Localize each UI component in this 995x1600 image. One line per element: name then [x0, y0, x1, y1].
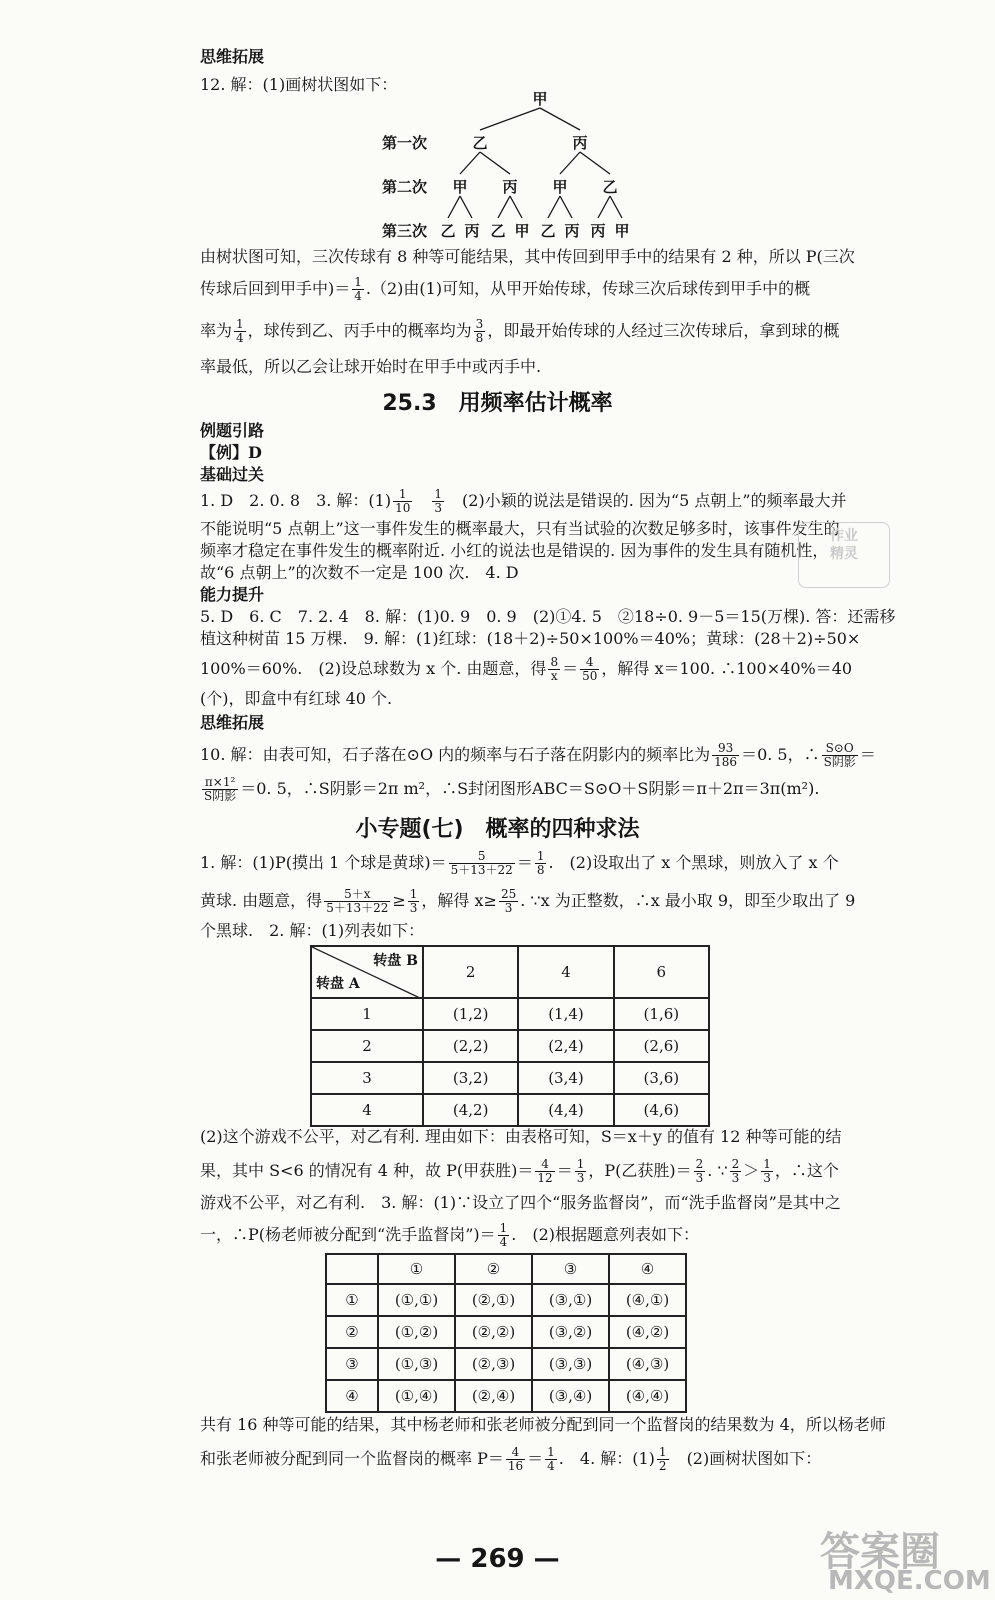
- table-row: ③ (①,③) (②,③) (③,③) (④,③): [326, 1348, 686, 1380]
- fraction: $\frac{S⊙O}{\text{S阴影}}$: [823, 741, 856, 769]
- table-col-header: 6: [614, 946, 709, 998]
- outcome-table-posts: [325, 1253, 687, 1413]
- fraction: $\frac{1}{3}$: [434, 487, 443, 515]
- tree-leaf: 甲: [514, 222, 530, 240]
- fraction: $\frac{1}{4}$: [354, 275, 362, 303]
- text-line: 不能说明“5 点朝上”这一事件发生的概率最大，只有当试验的次数足够多时，该事件发生的: [200, 519, 840, 538]
- tree-node: 丙: [572, 134, 588, 152]
- table-row: ④ (①,④) (②,④) (③,④) (④,④): [326, 1380, 686, 1412]
- tree-root: 甲: [532, 90, 548, 108]
- text-line: 频率才稳定在事件发生的概率附近. 小红的说法也是错误的. 因为事件的发生具有随机性，: [200, 541, 829, 560]
- table-row: 2 (2,2) (2,4) (2,6): [311, 1030, 709, 1062]
- fraction: $\frac{5}{5+13+22}$: [450, 849, 513, 877]
- watermark-stamp: 作业 精灵: [798, 522, 890, 588]
- fraction: $\frac{4}{16}$: [507, 1445, 524, 1473]
- tree-leaf: 乙: [540, 222, 556, 240]
- table-row: 3 (3,2) (3,4) (3,6): [311, 1062, 709, 1094]
- tree-node: 甲: [552, 178, 568, 196]
- section-title: 25.3 用频率估计概率: [382, 391, 613, 416]
- text-line: 1. 解：(1)P(摸出 1 个球是黄球)＝ $\frac{5}{5+13+22}$ ＝ $\frac{1}{8}$ . (2)设取出了 x 个黑球，则放入了 x 个: [200, 849, 839, 877]
- text-line: 黄球. 由题意，得 $\frac{5+x}{5+13+22}$ ≥ $\frac{1}{3}$ ，解得 x≥ $\frac{25}{3}$ . ∵x 为正整数，∴x 最小取 9，即至少取出了 9: [200, 887, 856, 915]
- q12-intro: 12. 解：(1)画树状图如下：: [200, 75, 398, 94]
- section-heading: 思维拓展: [200, 47, 265, 66]
- table-row: 1 (1,2) (1,4) (1,6): [311, 998, 709, 1030]
- text-line: (个)，即盒中有红球 40 个.: [200, 689, 393, 708]
- fraction: $\frac{5+x}{5+13+22}$: [326, 887, 389, 915]
- fraction: $\frac{1}{4}$: [236, 317, 244, 345]
- tree-node: 乙: [602, 178, 618, 196]
- fraction: $\frac{1}{2}$: [658, 1445, 667, 1473]
- fraction: $\frac{2}{3}$: [695, 1157, 704, 1185]
- fraction: $\frac{\text{π×1²}}{\text{S阴影}}$: [204, 775, 237, 803]
- tree-node: 丙: [502, 178, 518, 196]
- page-number: — 269 —: [435, 1544, 560, 1574]
- fraction: $\frac{1}{3}$: [409, 887, 418, 915]
- text-line: 游戏不公平，对乙有利. 3. 解：(1)∵设立了四个“服务监督岗”，而“洗手监督岗”是其中之: [200, 1193, 841, 1212]
- text-line: 故“6 点朝上”的次数不一定是 100 次. 4. D: [200, 563, 519, 582]
- outcome-table-spinners: [310, 945, 710, 1127]
- fraction: $\frac{1}{3}$: [576, 1157, 585, 1185]
- tree-node: 甲: [452, 178, 468, 196]
- fraction: $\frac{1}{3}$: [763, 1157, 771, 1185]
- table-row: 4 (4,2) (4,4) (4,6): [311, 1094, 709, 1126]
- tree-row-label: 第一次: [382, 134, 428, 152]
- tree-leaf: 乙: [490, 222, 506, 240]
- fraction: $\frac{1}{10}$: [395, 487, 411, 515]
- fraction: $\frac{8}{x}$: [550, 655, 559, 683]
- text-line: 果，其中 S<6 的情况有 4 种，故 P(甲获胜)＝ $\frac{4}{12}$ ＝ $\frac{1}{3}$ ，P(乙获胜)＝ $\frac{2}{3}$ . ∵ $\frac{2}{3}$ ＞ $\frac{1}{3}$ ，∴这个: [200, 1157, 839, 1185]
- fraction: $\frac{2}{3}$: [731, 1157, 740, 1185]
- tree-leaf: 丙: [564, 222, 580, 240]
- tree-leaf: 乙: [440, 222, 456, 240]
- text-line: 共有 16 种等可能的结果，其中杨老师和张老师被分配到同一个监督岗的结果数为 4，所以杨老师: [200, 1415, 886, 1434]
- subsection-heading: 能力提升: [200, 585, 265, 604]
- table-col-header: 4: [518, 946, 613, 998]
- fraction: $\frac{3}{8}$: [475, 317, 484, 345]
- watermark-url: MXQE.COM: [828, 1566, 991, 1596]
- tree-leaf: 甲: [614, 222, 630, 240]
- fraction: $\frac{4}{12}$: [537, 1157, 553, 1185]
- text-line: 10. 解：由表可知，石子落在⊙O 内的频率与石子落在阴影内的频率比为 $\frac{93}{186}$ ＝0. 5，∴ $\frac{S⊙O}{\text{S阴影}}$ ＝: [200, 741, 876, 769]
- subsection-heading: 基础过关: [200, 465, 265, 484]
- fraction: $\frac{4}{50}$: [582, 655, 598, 683]
- tree-row-label: 第三次: [382, 222, 428, 240]
- fraction: $\frac{93}{186}$: [714, 741, 738, 769]
- table-col-header: ④: [609, 1254, 686, 1284]
- text-line: 100%＝60%. (2)设总球数为 x 个. 由题意，得 $\frac{8}{x}$ ＝ $\frac{4}{50}$ ，解得 x＝100. ∴100×40%＝40: [200, 655, 853, 683]
- tree-leaf: 丙: [590, 222, 606, 240]
- text-line: 由树状图可知，三次传球有 8 种等可能结果，其中传回到甲手中的结果有 2 种，所以 P(三次: [200, 247, 855, 266]
- text-line: $\frac{\text{π×1²}}{\text{S阴影}}$ ＝0. 5，∴S阴影＝2π m²，∴S封闭图形ABC＝S⊙O＋S阴影＝π＋2π＝3π(m²).: [204, 775, 820, 803]
- text-line: 和张老师被分配到同一个监督岗的概率 P＝ $\frac{4}{16}$ ＝ $\frac{1}{4}$ . 4. 解：(1) $\frac{1}{2}$ (2)画树状图如下：: [200, 1445, 822, 1473]
- table-col-header: 2: [423, 946, 518, 998]
- section-title: 小专题(七) 概率的四种求法: [355, 817, 640, 842]
- text-line: 传球后回到甲手中)＝ $\frac{1}{4}$ .（2)由(1)可知，从甲开始传球，传球三次后球传到甲手中的概: [200, 275, 811, 303]
- tree-row-label: 第二次: [382, 178, 428, 196]
- watermark-logo: 答案圈: [820, 1529, 940, 1575]
- example-answer: 【例】D: [200, 443, 262, 462]
- table-col-header: ②: [455, 1254, 532, 1284]
- table-col-header: ①: [378, 1254, 455, 1284]
- text-line: 率最低，所以乙会让球开始时在甲手中或丙手中.: [200, 357, 542, 376]
- table-row: ① (①,①) (②,①) (③,①) (④,①): [326, 1284, 686, 1316]
- text-line: 个黑球. 2. 解：(1)列表如下：: [200, 921, 425, 940]
- table-row: ② (①,②) (②,②) (③,②) (④,②): [326, 1316, 686, 1348]
- subsection-heading: 例题引路: [200, 421, 265, 440]
- fraction: $\frac{1}{4}$: [547, 1445, 555, 1473]
- table-col-header: ③: [532, 1254, 609, 1284]
- text-line: 1. D 2. 0. 8 3. 解：(1) $\frac{1}{10}$ $\frac{1}{3}$ (2)小颖的说法是错误的. 因为“5 点朝上”的频率最大并: [200, 487, 847, 515]
- subsection-heading: 思维拓展: [200, 713, 265, 732]
- tree-leaf: 丙: [464, 222, 480, 240]
- tree-node: 乙: [472, 134, 488, 152]
- fraction: $\frac{1}{4}$: [499, 1221, 508, 1249]
- text-line: 一，∴P(杨老师被分配到“洗手监督岗”)＝ $\frac{1}{4}$ . (2)根据题意列表如下：: [200, 1221, 700, 1249]
- text-line: 率为 $\frac{1}{4}$ ，球传到乙、丙手中的概率均为 $\frac{3}{8}$ ，即最开始传球的人经过三次传球后，拿到球的概: [200, 317, 840, 345]
- text-line: 5. D 6. C 7. 2. 4 8. 解：(1)0. 9 0. 9 (2)①4. 5 ②18÷0. 9－5＝15(万棵). 答：还需移: [200, 607, 896, 626]
- table-corner: [326, 1254, 378, 1284]
- fraction: $\frac{25}{3}$: [500, 887, 517, 915]
- table-corner: 转盘 B 转盘 A: [311, 946, 423, 998]
- text-line: 植这种树苗 15 万棵. 9. 解：(1)红球：(18＋2)÷50×100%＝40%；黄球：(28＋2)÷50×: [200, 629, 861, 648]
- tree-diagram: [380, 88, 660, 240]
- fraction: $\frac{1}{8}$: [536, 849, 545, 877]
- text-line: (2)这个游戏不公平，对乙有利. 理由如下：由表格可知，S＝x＋y 的值有 12 种等可能的结: [200, 1127, 842, 1146]
